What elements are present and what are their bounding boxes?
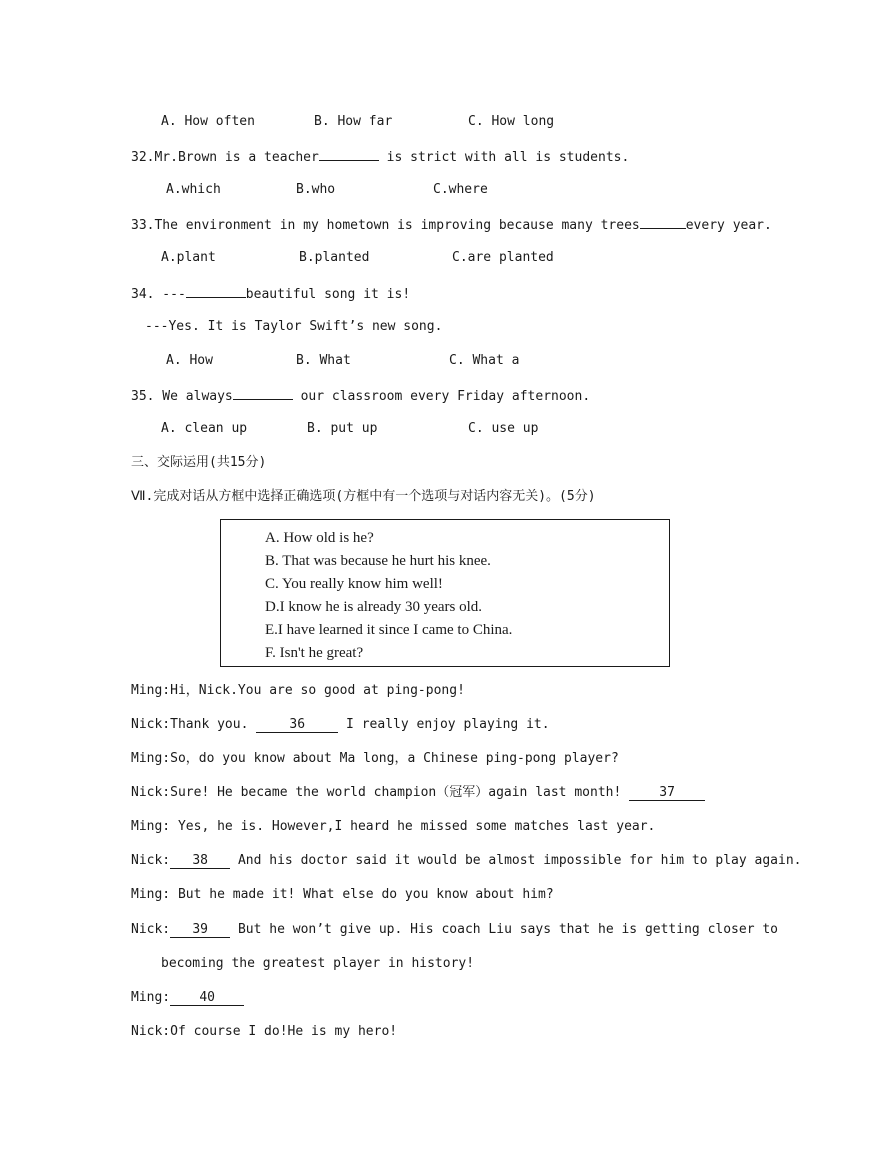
dialogue-line-9-before: Ming: bbox=[131, 990, 171, 1005]
section-7-title: Ⅶ.完成对话从方框中选择正确选项(方框中有一个选项与对话内容无关)。(5分) bbox=[131, 489, 596, 504]
q35-stem bbox=[131, 387, 590, 405]
dialogue-line-8-continued: becoming the greatest player in history! bbox=[161, 956, 475, 971]
dialogue-line-5: Ming: Yes, he is. However,I heard he missed some matches last year. bbox=[131, 819, 656, 834]
box-option-f: F. Isn't he great? bbox=[265, 645, 364, 661]
q32-answer-blank[interactable] bbox=[319, 148, 379, 161]
dialogue-line-2 bbox=[131, 717, 550, 733]
dialogue-line-3: Ming:So，do you know about Ma long，a Chinese ping-pong player? bbox=[131, 751, 619, 766]
q34-option-b: B. What bbox=[296, 353, 351, 368]
q33-stem-before: 33.The environment in my hometown is improving because many trees bbox=[131, 218, 640, 233]
q34-option-c: C. What a bbox=[449, 353, 520, 368]
q34-stem-before: 34. --- bbox=[131, 287, 186, 302]
q34-reply: ---Yes. It is Taylor Swift’s new song. bbox=[145, 319, 443, 334]
q35-stem-after: our classroom every Friday afternoon. bbox=[292, 389, 591, 404]
dialogue-line-2-after: I really enjoy playing it. bbox=[338, 717, 550, 732]
dialogue-line-8-after: But he won’t give up. His coach Liu says that he is getting closer to bbox=[230, 922, 779, 937]
q35-stem-before: 35. We always bbox=[131, 389, 233, 404]
q35-option-a: A. clean up bbox=[161, 421, 248, 436]
q32-stem bbox=[131, 148, 629, 166]
box-option-a: A. How old is he? bbox=[265, 530, 374, 546]
dialogue-line-1: Ming:Hi，Nick.You are so good at ping-pong! bbox=[131, 683, 465, 698]
q31-option-b: B. How far bbox=[314, 114, 393, 129]
q32-option-b: B.who bbox=[296, 182, 336, 197]
dialogue-line-4-before: Nick:Sure! He became the world champion（冠军）again last month! bbox=[131, 785, 630, 800]
section-3-title: 三、交际运用(共15分) bbox=[131, 455, 267, 470]
q35-option-b: B. put up bbox=[307, 421, 378, 436]
box-option-d: D.I know he is already 30 years old. bbox=[265, 599, 483, 615]
dialogue-line-2-before: Nick:Thank you. bbox=[131, 717, 257, 732]
q34-stem bbox=[131, 285, 410, 303]
blank-37[interactable]: 37 bbox=[629, 786, 705, 801]
dialogue-line-6-before: Nick: bbox=[131, 853, 171, 868]
q34-answer-blank[interactable] bbox=[186, 285, 246, 298]
q31-option-c: C. How long bbox=[468, 114, 555, 129]
q31-option-a: A. How often bbox=[161, 114, 255, 129]
dialogue-line-7: Ming: But he made it! What else do you know about him? bbox=[131, 887, 554, 902]
q32-stem-after: is strict with all is students. bbox=[378, 150, 630, 165]
blank-40[interactable]: 40 bbox=[170, 991, 244, 1006]
dialogue-line-8 bbox=[131, 922, 778, 938]
q34-option-a: A. How bbox=[166, 353, 213, 368]
blank-39[interactable]: 39 bbox=[170, 923, 230, 938]
dialogue-line-6-after: And his doctor said it would be almost impossible for him to play again. bbox=[230, 853, 802, 868]
dialogue-line-9 bbox=[131, 990, 244, 1006]
q33-option-a: A.plant bbox=[161, 250, 216, 265]
q32-option-c: C.where bbox=[433, 182, 488, 197]
q32-stem-before: 32.Mr.Brown is a teacher bbox=[131, 150, 319, 165]
q32-option-a: A.which bbox=[166, 182, 221, 197]
q33-stem-after: every year. bbox=[685, 218, 772, 233]
q33-answer-blank[interactable] bbox=[640, 216, 686, 229]
dialogue-line-6 bbox=[131, 853, 802, 869]
q33-option-c: C.are planted bbox=[452, 250, 554, 265]
box-option-e: E.I have learned it since I came to China. bbox=[265, 622, 513, 638]
q33-stem bbox=[131, 216, 772, 234]
dialogue-line-8-before: Nick: bbox=[131, 922, 171, 937]
options-box bbox=[220, 519, 670, 667]
box-option-b: B. That was because he hurt his knee. bbox=[265, 553, 491, 569]
q35-answer-blank[interactable] bbox=[233, 387, 293, 400]
q33-option-b: B.planted bbox=[299, 250, 370, 265]
dialogue-line-4 bbox=[131, 785, 705, 801]
blank-38[interactable]: 38 bbox=[170, 854, 230, 869]
q35-option-c: C. use up bbox=[468, 421, 539, 436]
box-option-c: C. You really know him well! bbox=[265, 576, 443, 592]
q34-stem-after: beautiful song it is! bbox=[245, 287, 411, 302]
dialogue-line-10: Nick:Of course I do!He is my hero! bbox=[131, 1024, 398, 1039]
blank-36[interactable]: 36 bbox=[256, 718, 338, 733]
